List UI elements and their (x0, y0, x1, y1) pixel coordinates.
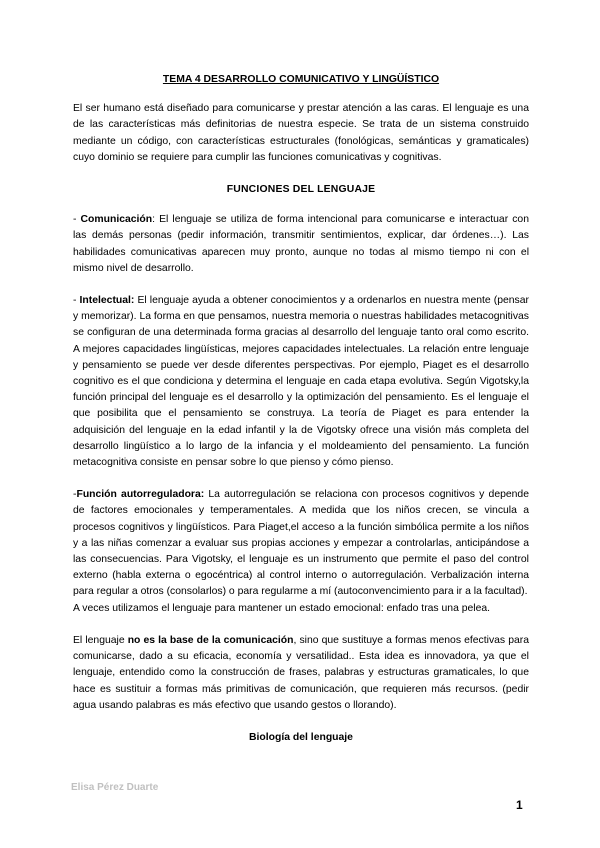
base-bold: no es la base de la comunicación (127, 634, 294, 646)
intro-paragraph: El ser humano está diseñado para comunicarse y prestar atención a las caras. El lenguaje es una de las características más definitorias de nuestra especie. Se trata de un sistema construido mediante un código, con características estructurales (fonológicas, semánticas y gramaticales) cuyo dominio se requiere para cumplir las funciones comunicativas y cognitivas. (73, 103, 529, 163)
autorreguladora-term: Función autorreguladora: (76, 489, 205, 501)
autorreguladora-text: La autorregulación se relaciona con procesos cognitivos y depende de factores emocionales y temperamentales. A medida que los niños crecen, se vincula a procesos cognitivos y lingüísticos. Para Piaget,el acceso a la función simbólica permite a los niños y a las niñas comenzar a evaluar sus propias acciones y empezar a controlarlas, anticipándose a las consecuencias. Para Vigotsky, el lenguaje es un instrumento que permite el paso del control externo (habla externa o egocéntrica) al control interno o autorregulación. Verbalización interna para regular a otros (consolarlos) o para regularme a mí (autoconvencimiento para ir a la facultad). (73, 489, 529, 598)
biology-heading: Biología del lenguaje (249, 731, 353, 743)
author-footer: Elisa Pérez Duarte (71, 782, 159, 793)
functions-heading: FUNCIONES DEL LENGUAJE (226, 184, 376, 196)
intelectual-text: El lenguaje ayuda a obtener conocimientos y a ordenarlos en nuestra mente (pensar y memorizar). La forma en que pensamos, nuestra memoria o nuestras habilidades metacognitivas se configuran de una determinada forma gracias al desarrollo del lenguaje tanto oral como escrito. A mejores capacidades lingüísticas, mejores capacidades intelectuales. La relación entre lenguaje y pensamiento se puede ver desde diferentes perspectivas. Por ejemplo, Piaget es el desarrollo cognitivo es el que condiciona y determina el lenguaje en cada etapa evolutiva. Según Vigotsky,la función principal del lenguaje es el desarrollo y la optimización del pensamiento. Es el lenguaje el que posibilita que el pensamiento se construya. La teoría de Piaget es para entender la adquisición del lenguaje en la edad infantil y la de Vigotsky ofrece una visión más completa del desarrollo lingüístico a lo largo de la infancia y el moldeamiento del pensamiento. La función metacognitiva consiste en pensar sobre lo que pienso y cómo pienso. (73, 295, 529, 469)
document-page (73, 72, 529, 746)
intelectual-paragraph (73, 293, 529, 471)
document-title: TEMA 4 DESARROLLO COMUNICATIVO Y LINGÜÍSTICO (162, 74, 440, 85)
autorreguladora-prefix: - (73, 489, 77, 501)
base-before: El lenguaje (73, 634, 128, 646)
comunicacion-term: Comunicación (80, 214, 153, 226)
comunicacion-paragraph (73, 212, 529, 277)
base-paragraph (73, 633, 529, 714)
base-after: , sino que sustituye a formas menos efectivas para comunicarse, dado a su eficacia, economía y versatilidad.. Esta idea es innovadora, ya que el lenguaje, entendido como la construcción de frases, palabras y estructuras gramaticales, lo que hace es sustituir a formas más primitivas de comunicación, que requieren más recursos. (pedir agua usando palabras es más efectivo que usando gestos o llorando). (73, 634, 529, 711)
comunicacion-prefix: - (73, 214, 81, 226)
comunicacion-text: : El lenguaje se utiliza de forma intencional para comunicarse e interactuar con las demás personas (pedir información, transmitir sentimientos, explicar, dar órdenes…). Las habilidades comunicativas aparecen muy pronto, aunque no todas al mismo tiempo ni con el mismo nivel de desarrollo. (73, 214, 529, 274)
intelectual-prefix: - (73, 295, 80, 307)
autorreguladora-paragraph (73, 487, 529, 600)
autorreguladora-extra: A veces utilizamos el lenguaje para mantener un estado emocional: enfado tras una pelea. (73, 602, 491, 614)
intelectual-term: Intelectual: (79, 295, 135, 307)
page-number: 1 (516, 798, 523, 812)
